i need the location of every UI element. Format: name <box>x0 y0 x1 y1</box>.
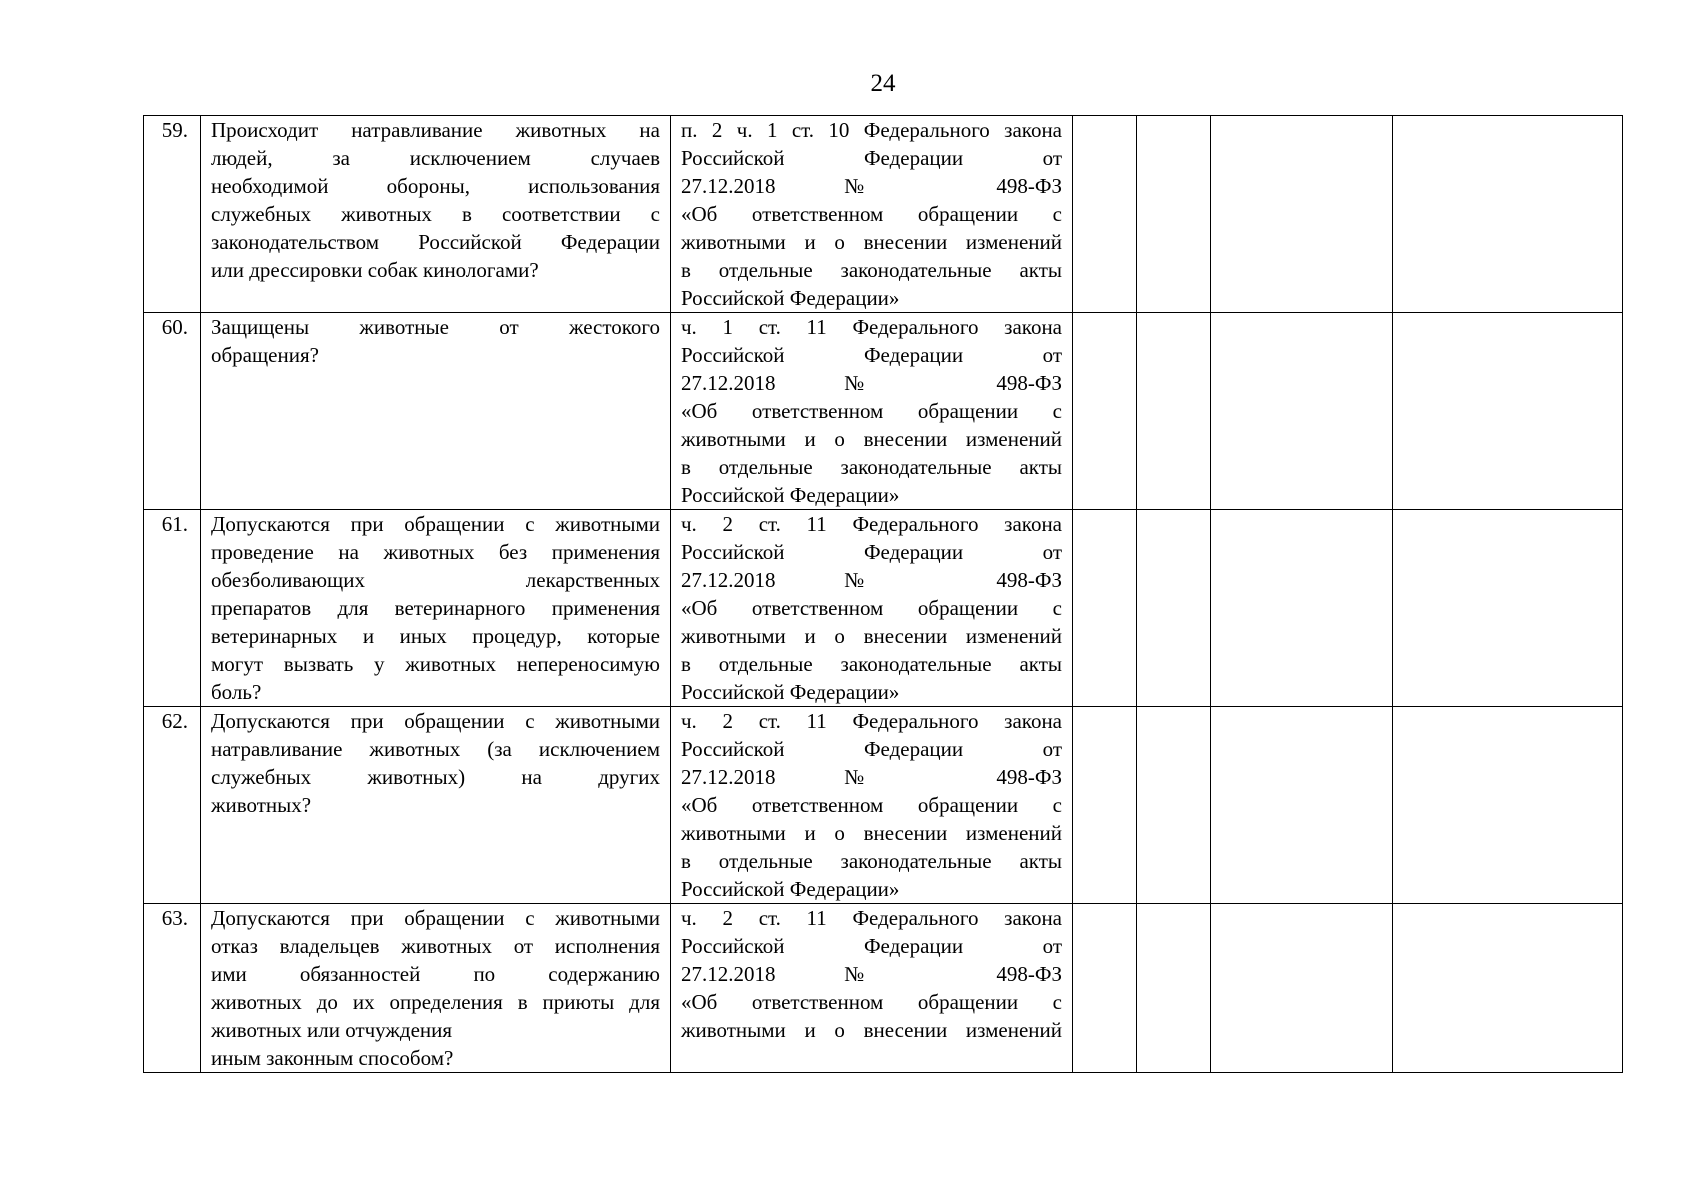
answer-cell-not-applicable[interactable] <box>1211 116 1393 313</box>
answer-cell-no[interactable] <box>1137 510 1211 707</box>
requirement-question <box>201 116 671 313</box>
table-row <box>144 904 1623 1073</box>
question-line: служебных животных в соответствии с <box>211 202 660 226</box>
legal-reference <box>671 313 1073 510</box>
question-line: животных до их определения в приюты для <box>211 990 660 1014</box>
question-line: проведение на животных без применения <box>211 540 660 564</box>
answer-cell-no[interactable] <box>1137 116 1211 313</box>
law-line: животными и о внесении изменений <box>681 427 1062 451</box>
question-line: животных? <box>211 793 312 817</box>
page-number: 24 <box>870 70 896 97</box>
question-line: ветеринарных и иных процедур, которые <box>211 624 660 648</box>
table-row <box>144 313 1623 510</box>
question-line: или дрессировки собак кинологами? <box>211 258 539 282</box>
law-line: в отдельные законодательные акты <box>681 849 1062 873</box>
answer-cell-no[interactable] <box>1137 904 1211 1073</box>
question-line: препаратов для ветеринарного применения <box>211 596 660 620</box>
law-line: Российской Федерации» <box>681 877 900 901</box>
question-line: Происходит натравливание животных на <box>211 118 660 142</box>
question-line: Допускаются при обращении с животными <box>211 709 660 733</box>
law-line: животными и о внесении изменений <box>681 1018 1062 1042</box>
question-line: иным законным способом? <box>211 1046 454 1070</box>
law-line: 27.12.2018 № 498-ФЗ <box>681 765 1062 789</box>
law-line: 27.12.2018 № 498-ФЗ <box>681 371 1062 395</box>
table-row <box>144 116 1623 313</box>
question-line: обращения? <box>211 343 319 367</box>
law-line: «Об ответственном обращении с <box>681 202 1062 226</box>
question-line: обезболивающих лекарственных <box>211 568 660 592</box>
law-line: Российской Федерации от <box>681 146 1062 170</box>
legal-reference <box>671 510 1073 707</box>
law-line: «Об ответственном обращении с <box>681 596 1062 620</box>
notes-cell[interactable] <box>1393 116 1623 313</box>
notes-cell[interactable] <box>1393 510 1623 707</box>
law-line: Российской Федерации от <box>681 934 1062 958</box>
requirement-question <box>201 313 671 510</box>
question-line: законодательством Российской Федерации <box>211 230 660 254</box>
law-line: ч. 2 ст. 11 Федерального закона <box>681 709 1062 733</box>
law-line: Российской Федерации от <box>681 737 1062 761</box>
question-line: необходимой обороны, использования <box>211 174 660 198</box>
notes-cell[interactable] <box>1393 904 1623 1073</box>
law-line: животными и о внесении изменений <box>681 821 1062 845</box>
law-line: «Об ответственном обращении с <box>681 793 1062 817</box>
row-number: 62. <box>144 707 201 904</box>
requirement-question <box>201 707 671 904</box>
law-line: 27.12.2018 № 498-ФЗ <box>681 174 1062 198</box>
law-line: 27.12.2018 № 498-ФЗ <box>681 962 1062 986</box>
question-line: могут вызвать у животных непереносимую <box>211 652 660 676</box>
answer-cell-yes[interactable] <box>1073 707 1137 904</box>
row-number: 63. <box>144 904 201 1073</box>
legal-reference <box>671 116 1073 313</box>
question-line: Допускаются при обращении с животными <box>211 512 660 536</box>
table-row <box>144 510 1623 707</box>
law-line: Российской Федерации» <box>681 483 900 507</box>
answer-cell-no[interactable] <box>1137 707 1211 904</box>
law-line: Российской Федерации от <box>681 343 1062 367</box>
checklist-rows <box>144 116 1623 1073</box>
law-line: Российской Федерации» <box>681 680 900 704</box>
law-line: ч. 1 ст. 11 Федерального закона <box>681 315 1062 339</box>
answer-cell-no[interactable] <box>1137 313 1211 510</box>
law-line: животными и о внесении изменений <box>681 624 1062 648</box>
answer-cell-yes[interactable] <box>1073 313 1137 510</box>
law-line: ч. 2 ст. 11 Федерального закона <box>681 906 1062 930</box>
law-line: «Об ответственном обращении с <box>681 990 1062 1014</box>
answer-cell-not-applicable[interactable] <box>1211 313 1393 510</box>
answer-cell-not-applicable[interactable] <box>1211 904 1393 1073</box>
law-line: в отдельные законодательные акты <box>681 455 1062 479</box>
law-line: Российской Федерации» <box>681 286 900 310</box>
question-line: боль? <box>211 680 262 704</box>
legal-reference <box>671 707 1073 904</box>
question-line: служебных животных) на других <box>211 765 660 789</box>
law-line: ч. 2 ст. 11 Федерального закона <box>681 512 1062 536</box>
question-line: ими обязанностей по содержанию <box>211 962 660 986</box>
answer-cell-not-applicable[interactable] <box>1211 707 1393 904</box>
row-number: 61. <box>144 510 201 707</box>
notes-cell[interactable] <box>1393 707 1623 904</box>
answer-cell-yes[interactable] <box>1073 510 1137 707</box>
row-number: 59. <box>144 116 201 313</box>
table-row <box>144 707 1623 904</box>
requirement-question <box>201 904 671 1073</box>
law-line: в отдельные законодательные акты <box>681 258 1062 282</box>
law-line: Российской Федерации от <box>681 540 1062 564</box>
answer-cell-yes[interactable] <box>1073 116 1137 313</box>
row-number: 60. <box>144 313 201 510</box>
question-line: Допускаются при обращении с животными <box>211 906 660 930</box>
law-line: п. 2 ч. 1 ст. 10 Федерального закона <box>681 118 1062 142</box>
requirement-question <box>201 510 671 707</box>
checklist-table <box>143 115 1623 1073</box>
notes-cell[interactable] <box>1393 313 1623 510</box>
question-line: людей, за исключением случаев <box>211 146 660 170</box>
law-line: «Об ответственном обращении с <box>681 399 1062 423</box>
question-line: Защищены животные от жестокого <box>211 315 660 339</box>
law-line: животными и о внесении изменений <box>681 230 1062 254</box>
question-line: отказ владельцев животных от исполнения <box>211 934 660 958</box>
law-line: в отдельные законодательные акты <box>681 652 1062 676</box>
question-line: натравливание животных (за исключением <box>211 737 660 761</box>
question-line: животных или отчуждения <box>211 1018 453 1042</box>
answer-cell-not-applicable[interactable] <box>1211 510 1393 707</box>
legal-reference <box>671 904 1073 1073</box>
law-line: 27.12.2018 № 498-ФЗ <box>681 568 1062 592</box>
answer-cell-yes[interactable] <box>1073 904 1137 1073</box>
